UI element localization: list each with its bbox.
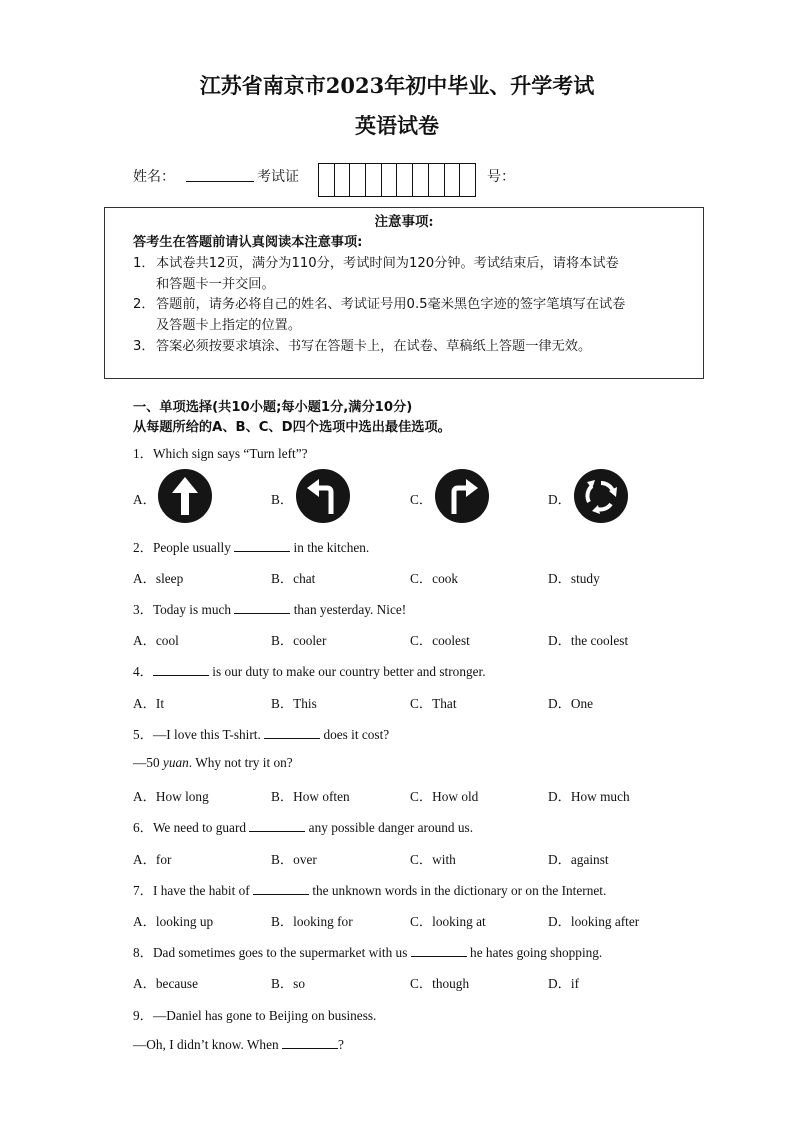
question-7-option-c[interactable]: C．looking at xyxy=(410,914,486,929)
answer-blank[interactable] xyxy=(253,882,309,895)
question-2-option-d[interactable]: D．study xyxy=(548,571,600,586)
question-3-option-c[interactable]: C．coolest xyxy=(410,633,470,648)
question-8-option-c[interactable]: C．though xyxy=(410,976,470,991)
question-5-option-c[interactable]: C．How old xyxy=(410,789,479,804)
question-1-option-a[interactable]: A． xyxy=(133,492,156,507)
question-7-option-a[interactable]: A．looking up xyxy=(133,914,214,929)
question-6-option-a[interactable]: A．for xyxy=(133,852,172,867)
exam-subtitle: 英语试卷 xyxy=(355,113,439,138)
answer-blank[interactable] xyxy=(411,944,467,957)
notice-item-2-num: 2． xyxy=(133,297,155,312)
section-title: 一、单项选择(共10小题;每小题1分,满分10分) xyxy=(133,400,413,415)
question-5-stem: 5．—I love this T-shirt. does it cost? xyxy=(133,727,390,742)
turn-right-sign-icon xyxy=(434,468,490,524)
question-9-reply: —Oh, I didn’t know. When ? xyxy=(133,1037,344,1052)
notice-item-2-line1: 答题前，请务必将自己的姓名、考试证号用0.5毫米黑色字迹的签字笔填写在试卷 xyxy=(156,297,626,312)
name-label: 姓名： xyxy=(133,169,175,185)
question-6-stem: 6．We need to guard any possible danger around us. xyxy=(133,820,474,835)
question-2-option-c[interactable]: C．cook xyxy=(410,571,459,586)
answer-blank[interactable] xyxy=(234,539,290,552)
notice-item-1-num: 1． xyxy=(133,256,155,271)
notice-item-1-line2: 和答题卡一并交回。 xyxy=(156,277,275,292)
notice-heading: 注意事项: xyxy=(374,214,434,230)
question-4-stem: 4． is our duty to make our country better and stronger. xyxy=(133,664,486,679)
section-instruction: 从每题所给的A、B、C、D四个选项中选出最佳选项。 xyxy=(133,420,451,435)
question-4-option-d[interactable]: D．One xyxy=(548,696,594,711)
exam-title: 江苏省南京市2023年初中毕业、升学考试 xyxy=(199,73,595,98)
question-9-stem: 9．—Daniel has gone to Beijing on business. xyxy=(133,1008,377,1023)
answer-blank[interactable] xyxy=(249,819,305,832)
roundabout-sign-icon xyxy=(573,468,629,524)
exam-id-suffix: 号： xyxy=(487,169,515,185)
question-8-stem: 8．Dad sometimes goes to the supermarket with us he hates going shopping. xyxy=(133,945,603,960)
question-3-option-a[interactable]: A．cool xyxy=(133,633,179,648)
question-3-option-b[interactable]: B．cooler xyxy=(271,633,327,648)
name-field[interactable] xyxy=(186,167,254,187)
notice-item-3-num: 3． xyxy=(133,339,155,354)
notice-intro: 答考生在答题前请认真阅读本注意事项: xyxy=(133,235,363,250)
question-4-option-c[interactable]: C．That xyxy=(410,696,457,711)
up-arrow-sign-icon xyxy=(157,468,213,524)
question-1-option-c[interactable]: C． xyxy=(410,492,433,507)
question-2-option-a[interactable]: A．sleep xyxy=(133,571,184,586)
turn-left-sign-icon xyxy=(295,468,351,524)
question-7-option-d[interactable]: D．looking after xyxy=(548,914,640,929)
question-2-stem: 2．People usually in the kitchen. xyxy=(133,540,370,555)
question-3-stem: 3．Today is much than yesterday. Nice! xyxy=(133,602,407,617)
question-1-stem: 1．Which sign says “Turn left”? xyxy=(133,446,308,461)
question-4-option-a[interactable]: A．It xyxy=(133,696,165,711)
answer-blank[interactable] xyxy=(234,601,290,614)
question-5-option-b[interactable]: B．How often xyxy=(271,789,350,804)
question-5-reply: —50 yuan. Why not try it on? xyxy=(133,755,293,770)
notice-item-3-line1: 答案必须按要求填涂、书写在答题卡上，在试卷、草稿纸上答题一律无效。 xyxy=(156,339,592,354)
question-7-option-b[interactable]: B．looking for xyxy=(271,914,353,929)
question-2-option-b[interactable]: B．chat xyxy=(271,571,316,586)
answer-blank[interactable] xyxy=(282,1036,338,1049)
question-6-option-b[interactable]: B．over xyxy=(271,852,317,867)
notice-item-2-line2: 及答题卡上指定的位置。 xyxy=(156,318,302,333)
question-8-option-d[interactable]: D．if xyxy=(548,976,580,991)
question-5-option-d[interactable]: D．How much xyxy=(548,789,630,804)
question-8-option-b[interactable]: B．so xyxy=(271,976,305,991)
question-5-option-a[interactable]: A．How long xyxy=(133,789,209,804)
question-1-option-b[interactable]: B． xyxy=(271,492,294,507)
exam-id-label: 考试证 xyxy=(257,169,299,185)
question-7-stem: 7．I have the habit of the unknown words in the dictionary or on the Internet. xyxy=(133,883,607,898)
notice-box xyxy=(104,207,704,379)
answer-blank[interactable] xyxy=(153,663,209,676)
question-6-option-c[interactable]: C．with xyxy=(410,852,456,867)
notice-item-1-line1: 本试卷共12页，满分为110分，考试时间为120分钟。考试结束后，请将本试卷 xyxy=(156,256,619,271)
exam-id-grid[interactable] xyxy=(318,163,476,197)
question-3-option-d[interactable]: D．the coolest xyxy=(548,633,629,648)
question-6-option-d[interactable]: D．against xyxy=(548,852,609,867)
answer-blank[interactable] xyxy=(264,726,320,739)
question-1-option-d[interactable]: D． xyxy=(548,492,571,507)
question-8-option-a[interactable]: A．because xyxy=(133,976,198,991)
question-4-option-b[interactable]: B．This xyxy=(271,696,317,711)
